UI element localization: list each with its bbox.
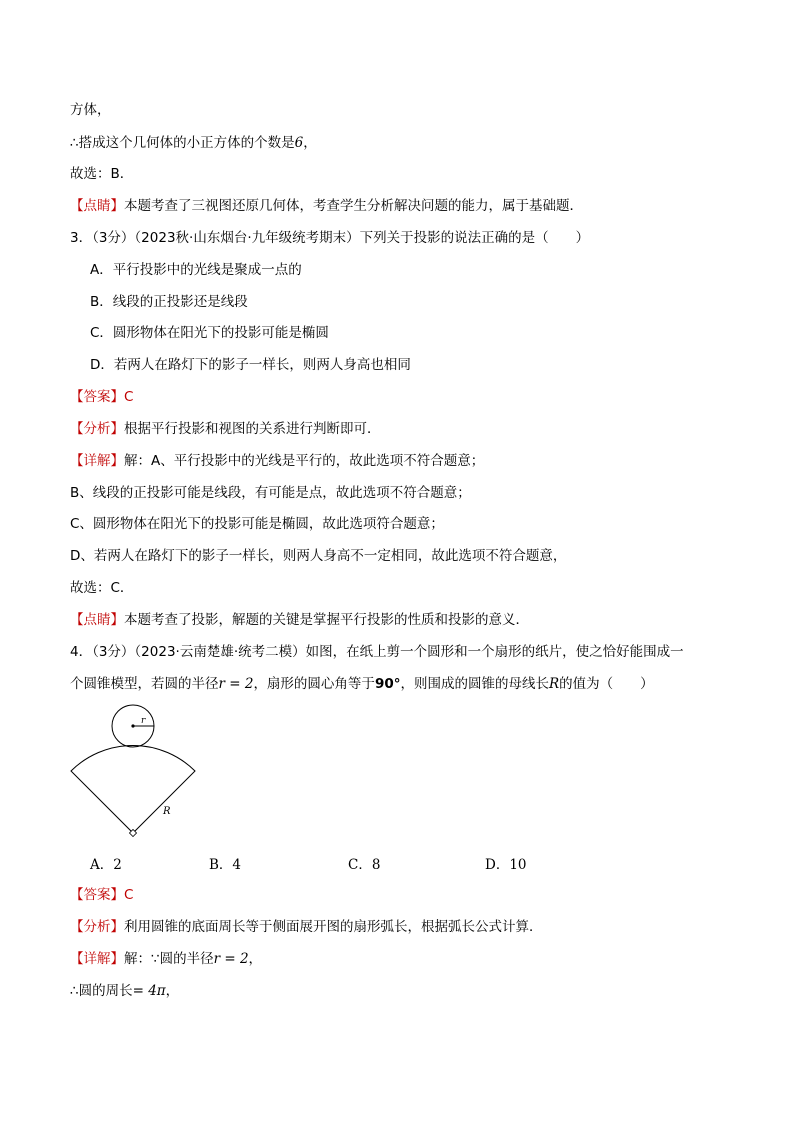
remark-tag: 【点睛】 bbox=[70, 612, 124, 628]
cone-net-figure bbox=[66, 700, 206, 840]
text-line: 故选：B． bbox=[70, 166, 134, 182]
q3-remark bbox=[70, 610, 529, 630]
text-span: ∴圆的周长 bbox=[70, 983, 133, 999]
answer-value: C bbox=[124, 389, 134, 405]
q4-option-c: C．8 bbox=[348, 857, 381, 873]
detail-tag: 【详解】 bbox=[70, 453, 124, 469]
text-span: ，扇形的圆心角等于 bbox=[253, 676, 375, 692]
radius-label: r bbox=[141, 716, 146, 726]
q3-option-a: A．平行投影中的光线是聚成一点的 bbox=[90, 262, 302, 278]
math-expression: r = 2 bbox=[218, 676, 254, 692]
q4-option-a: A．2 bbox=[90, 857, 122, 873]
q4-option-d: D．10 bbox=[485, 857, 527, 873]
remark-tag: 【点睛】 bbox=[70, 198, 124, 214]
question-4-stem-line2 bbox=[70, 674, 654, 694]
remark-text: 本题考查了投影，解题的关键是掌握平行投影的性质和投影的意义． bbox=[124, 612, 529, 628]
detail-text: 解：∵圆的半径 bbox=[124, 951, 214, 967]
angle-value: 90° bbox=[374, 676, 401, 692]
sector-shape bbox=[71, 745, 195, 833]
detail-tag: 【详解】 bbox=[70, 951, 124, 967]
math-number: 6 bbox=[294, 135, 304, 151]
q3-option-c: C．圆形物体在阳光下的投影可能是椭圆 bbox=[90, 325, 329, 341]
q3-detail-d: D、若两人在路灯下的影子一样长，则两人身高不一定相同，故此选项不符合题意， bbox=[70, 548, 567, 564]
q4-detail bbox=[70, 949, 262, 969]
q3-option-d: D．若两人在路灯下的影子一样长，则两人身高也相同 bbox=[90, 357, 411, 373]
q3-detail bbox=[70, 451, 484, 471]
text-span: ， bbox=[165, 983, 180, 999]
math-expression: r = 2 bbox=[213, 951, 249, 967]
question-4-stem-line1: 4．（3分）（2023·云南楚雄·统考二模）如图，在纸上剪一个圆形和一个扇形的纸片，使之恰好能围成一 bbox=[70, 644, 684, 660]
answer-value: C bbox=[124, 887, 134, 903]
q4-answer bbox=[70, 885, 133, 905]
q3-answer bbox=[70, 387, 133, 407]
remark-line bbox=[70, 196, 583, 216]
text-span: ， bbox=[303, 135, 317, 151]
answer-tag: 【答案】 bbox=[70, 389, 124, 405]
math-variable: R bbox=[548, 676, 560, 692]
analysis-tag: 【分析】 bbox=[70, 919, 124, 935]
answer-tag: 【答案】 bbox=[70, 887, 124, 903]
analysis-text: 利用圆锥的底面周长等于侧面展开图的扇形弧长，根据弧长公式计算． bbox=[124, 919, 543, 935]
q3-analysis bbox=[70, 419, 381, 439]
circle-center-dot bbox=[131, 724, 134, 727]
q3-selection: 故选：C． bbox=[70, 580, 134, 596]
analysis-text: 根据平行投影和视图的关系进行判断即可． bbox=[124, 421, 381, 437]
text-span: ， bbox=[248, 951, 263, 967]
analysis-tag: 【分析】 bbox=[70, 421, 124, 437]
detail-text: 解：A、平行投影中的光线是平行的，故此选项不符合题意； bbox=[124, 453, 485, 469]
text-line: 方体， bbox=[70, 102, 111, 118]
q3-detail-b: B、线段的正投影可能是线段，有可能是点，故此选项不符合题意； bbox=[70, 485, 471, 501]
question-3-stem: 3．（3分）（2023秋·山东烟台·九年级统考期末）下列关于投影的说法正确的是（ ） bbox=[70, 230, 590, 246]
remark-text: 本题考查了三视图还原几何体，考查学生分析解决问题的能力，属于基础题． bbox=[124, 198, 583, 214]
text-span: ∴搭成这个几何体的小正方体的个数是 bbox=[70, 135, 295, 151]
math-expression: = 4π bbox=[132, 983, 166, 999]
slant-label: R bbox=[163, 806, 171, 817]
q4-analysis bbox=[70, 917, 543, 937]
q3-detail-c: C、圆形物体在阳光下的投影可能是椭圆，故此选项符合题意； bbox=[70, 516, 444, 532]
text-span: 的值为（ ） bbox=[559, 676, 654, 692]
text-span: ，则围成的圆锥的母线长 bbox=[400, 676, 549, 692]
q4-detail-2 bbox=[70, 981, 179, 1001]
text-line bbox=[70, 133, 317, 153]
q3-option-b: B．线段的正投影还是线段 bbox=[90, 294, 248, 310]
text-span: 个圆锥模型，若圆的半径 bbox=[70, 676, 219, 692]
q4-option-b: B．4 bbox=[209, 857, 242, 873]
